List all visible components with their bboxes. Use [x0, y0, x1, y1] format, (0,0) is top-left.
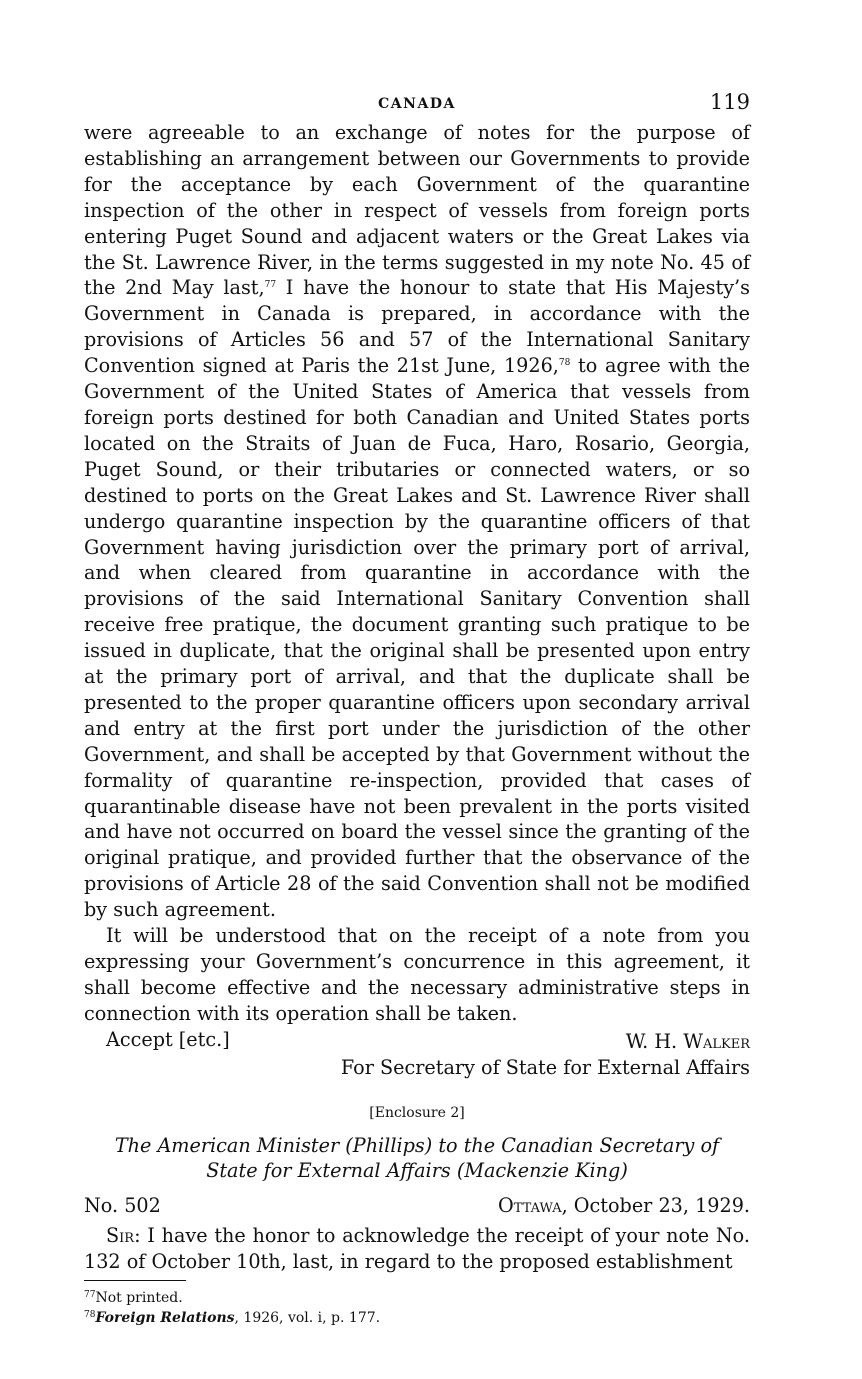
enclosure-label: [Enclosure 2]: [369, 1104, 465, 1121]
document-number: No. 502: [84, 1193, 161, 1217]
page-header: [84, 88, 750, 120]
letter-2-opening: [84, 1223, 750, 1275]
title-paren-close-2: ): [620, 1158, 628, 1182]
title-part-1: The American Minister: [114, 1133, 346, 1157]
page-number: 119: [709, 90, 750, 114]
letter-2-body: [84, 1223, 750, 1275]
footnote-text: Not printed.: [95, 1290, 183, 1307]
footnote-source-title: Foreign Relations: [95, 1310, 235, 1327]
footnotes: [84, 1287, 750, 1327]
paragraph-2: It will be understood that on the receipt of a note from you expressing your Government’s concurrence in this agreement, it shall become effective and the necessary administrative steps in connection with its operation shall be taken.: [84, 924, 750, 1025]
paragraph-1: [84, 120, 750, 923]
paragraph-1-part-a: were agreeable to an exchange of notes for the purpose of establishing an arrangement between our Governments to provide for the acceptance by each Government of the quarantine inspection of the other in respect of vessels from foreign ports entering Puget Sound and adjacent waters or the Great Lakes via the St. Lawrence River, in the terms suggested in my note No. 45 of the 2nd May last,: [84, 121, 750, 300]
paragraph-1-part-c: to agree with the Government of the United States of America that vessels from foreign ports destined for both Canadian and United States ports located on the Straits of Juan de Fuca, Haro, Rosario, Georgia, Puget Sound, or their tributaries or connected waters, or so destined to ports on the Great Lakes and St. Lawrence River shall undergo quarantine inspection by the quarantine officers of that Government having jurisdiction over the primary port of arrival, and when cleared from quarantine in accordance with the provisions of the said International Sanitary Convention shall receive free pratique, the document granting such pratique to be issued in duplicate, that the original shall be presented upon entry at the primary port of arrival, and that the duplicate shall be presented to the proper quarantine officers upon secondary arrival and entry at the first port under the jurisdiction of the other Government, and shall be accepted by that Government without the formality of quarantine re-inspection, provided that cases of quarantinable disease have not been prevalent in the ports visited and have not occurred on board the vessel since the granting of the original pratique, and provided further that the observance of the provisions of Article 28 of the said Convention shall not be modified by such agreement.: [84, 354, 750, 922]
footnote-number: 78: [84, 1310, 96, 1321]
signature-row: [84, 1027, 750, 1055]
title-paren-close-1: ): [424, 1133, 433, 1157]
signatory-title: For Secretary of State for External Affairs: [340, 1055, 750, 1079]
dateline-place: Ottawa: [498, 1193, 562, 1217]
footnote-number: 77: [84, 1290, 96, 1301]
title-part-2: to the Canadian Secretary of State for External Affairs: [206, 1133, 720, 1182]
running-head: CANADA: [378, 96, 456, 112]
closing-accept: Accept [etc.]: [106, 1027, 230, 1051]
opening-text: : I have the honor to acknowledge the receipt of your note No. 132 of October 10th, last, in regard to the proposed establishment: [84, 1223, 750, 1273]
document-meta: [84, 1193, 750, 1223]
footnote-ref-78: 78: [558, 358, 571, 369]
dateline: [498, 1193, 750, 1219]
footnote-ref-77: 77: [264, 280, 277, 291]
footnote-77: [84, 1287, 750, 1307]
footnote-text: , 1926, vol. i, p. 177.: [234, 1310, 381, 1327]
salutation: Sir: [106, 1223, 135, 1247]
footnote-78: [84, 1307, 750, 1327]
footnote-divider: [84, 1280, 186, 1281]
dateline-date: , October 23, 1929.: [561, 1193, 750, 1217]
letter-body: [84, 120, 750, 1027]
paragraph-1-part-b: I have the honour to state that His Majesty’s Government in Canada is prepared, in accordance with the provisions of Articles 56 and 57 of the International Sanitary Convention signed at Paris the 21st June, 1926,: [84, 276, 750, 378]
title-name-1: Phillips: [352, 1133, 425, 1157]
document-title: [84, 1133, 750, 1183]
title-paren-open-2: (: [456, 1158, 465, 1182]
title-paren-open-1: (: [345, 1133, 353, 1157]
signatory-name: [626, 1029, 750, 1055]
title-name-2: Mackenzie King: [464, 1158, 621, 1182]
signatory-initials: W. H.: [625, 1029, 684, 1053]
page: [84, 88, 750, 1327]
signatory-surname: Walker: [683, 1029, 750, 1053]
